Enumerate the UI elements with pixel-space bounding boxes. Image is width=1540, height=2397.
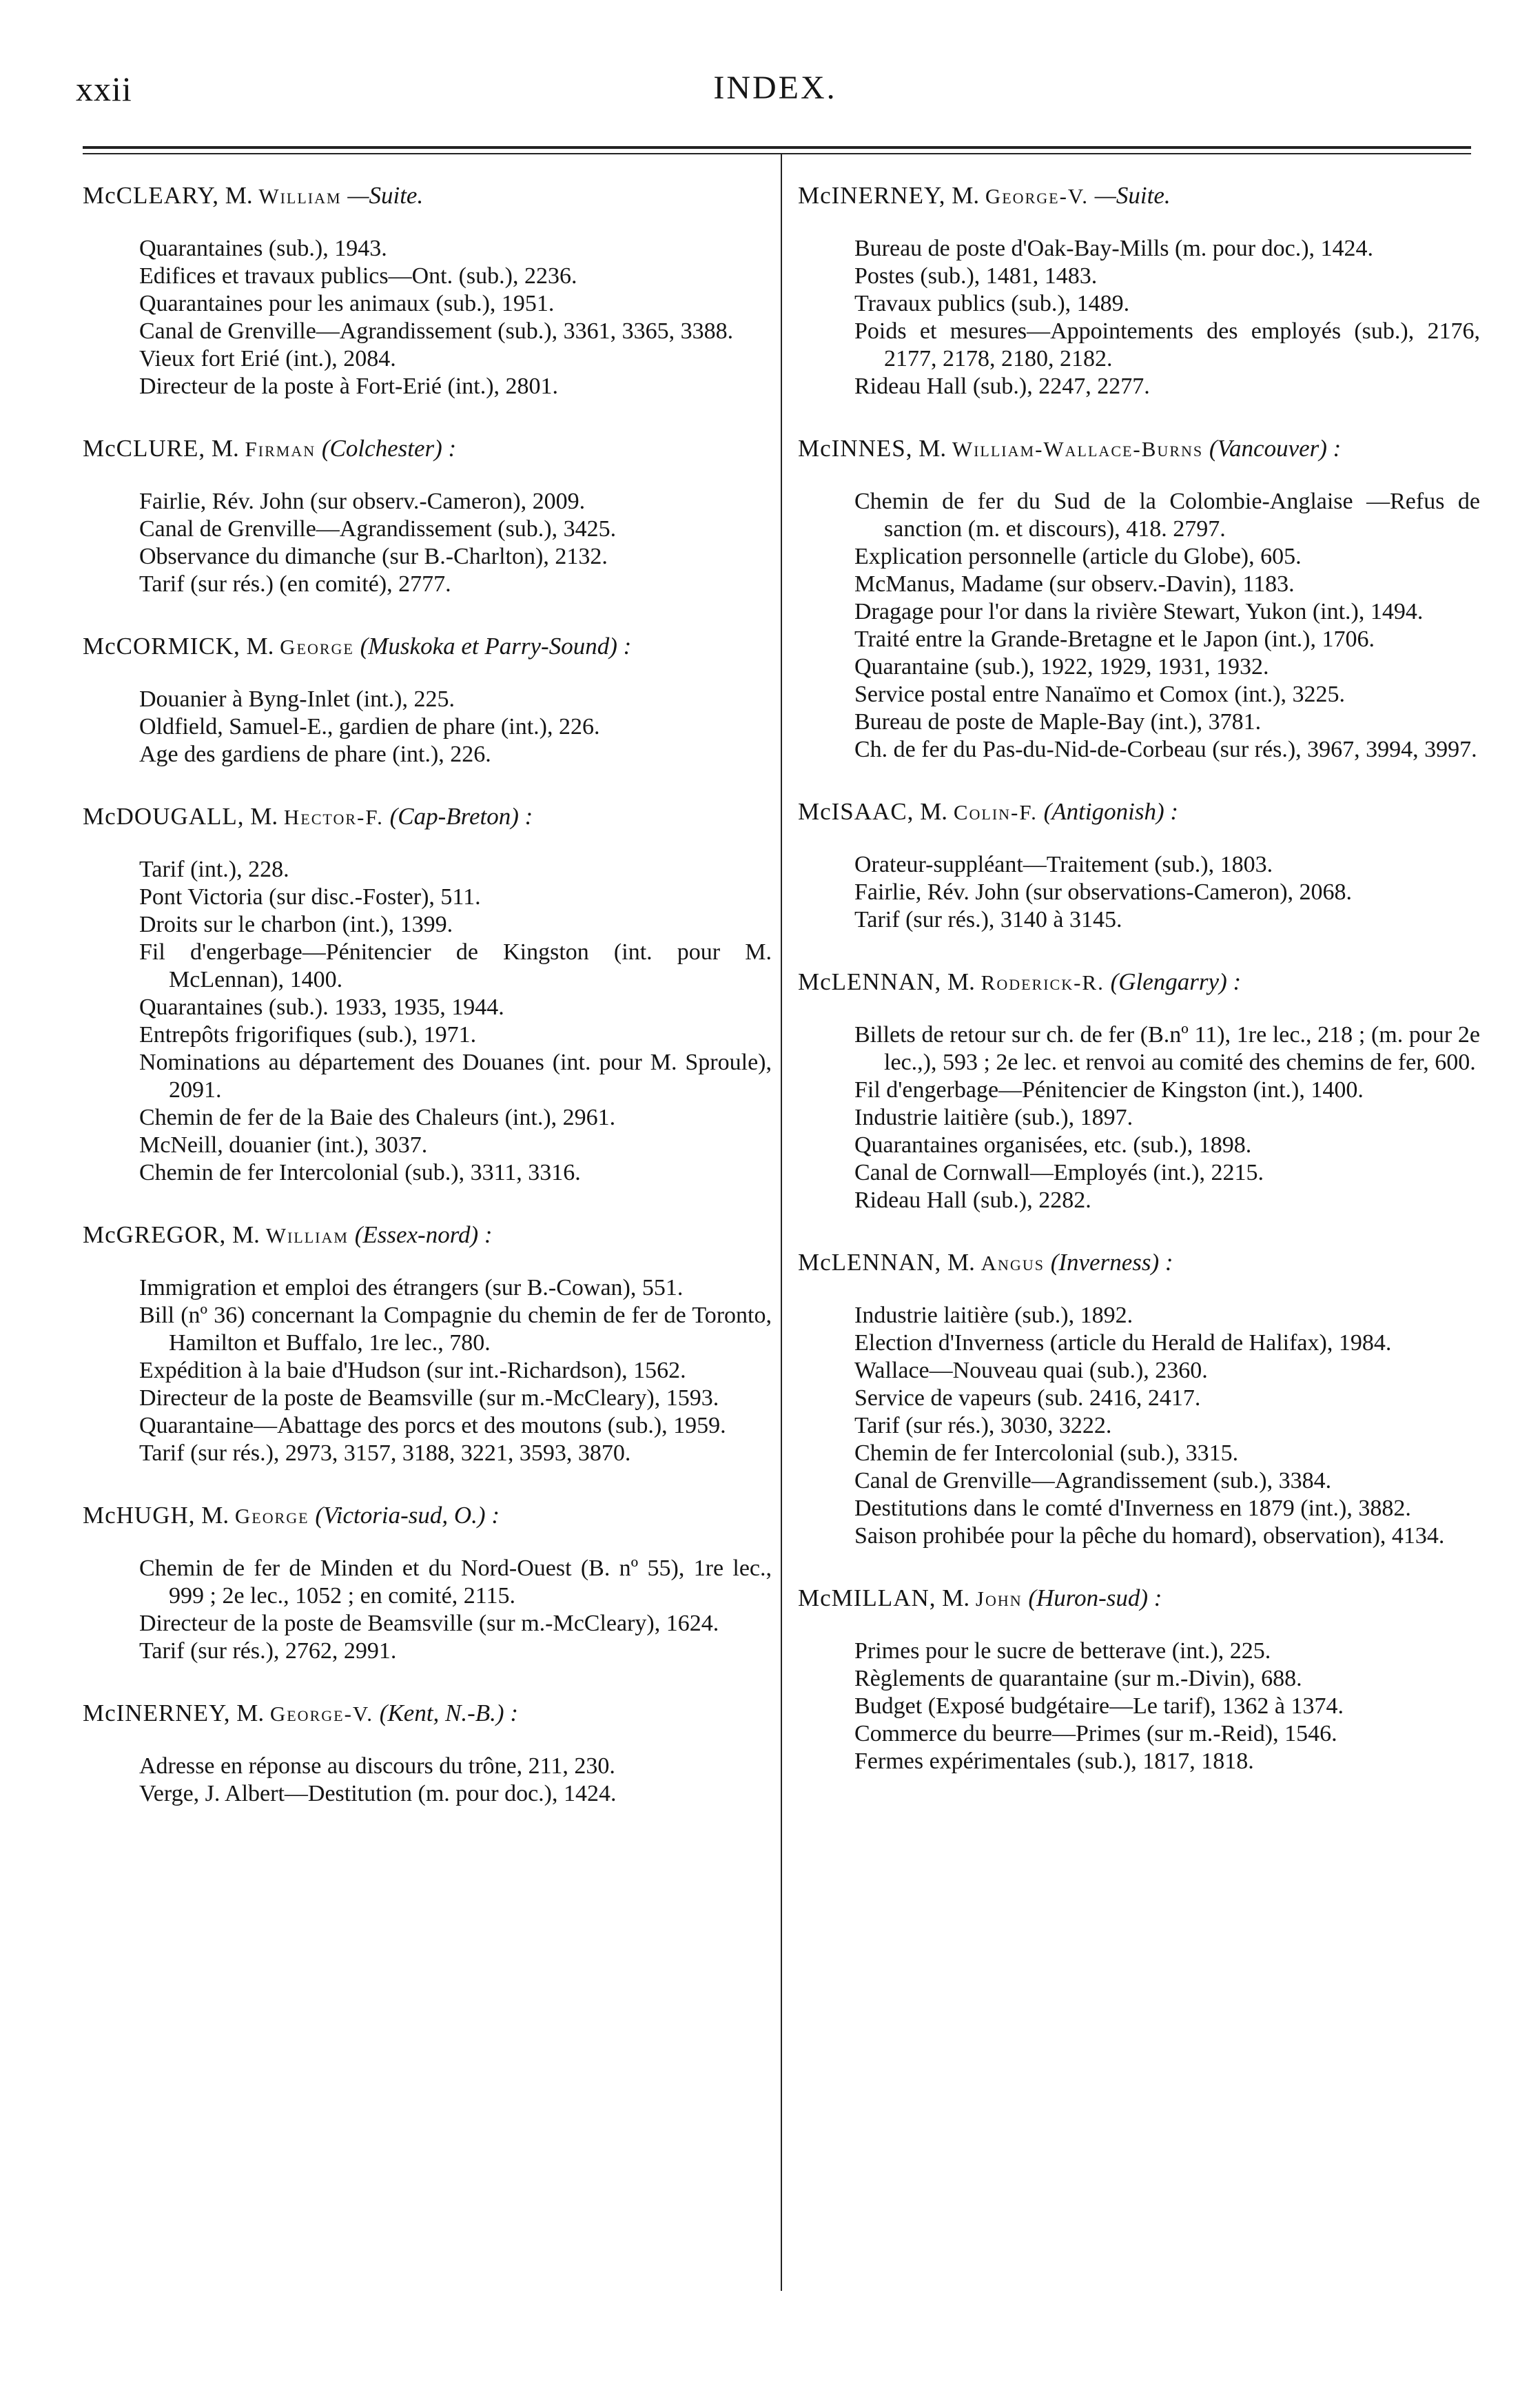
entry-heading — [83, 181, 772, 212]
member-riding: (Colchester) : — [321, 435, 457, 462]
index-reference: Oldfield, Samuel-E., gardien de phare (int.), 226. — [139, 714, 600, 740]
index-reference: Nominations au département des Douanes (int. pour M. Sproule), 2091. — [139, 1050, 772, 1103]
member-title: M. — [920, 798, 948, 825]
index-reference: Tarif (sur rés.), 3030, 3222. — [854, 1413, 1112, 1438]
member-title: M. — [236, 1700, 265, 1726]
entry-heading — [798, 181, 1480, 212]
index-reference: Industrie laitière (sub.), 1897. — [854, 1105, 1133, 1130]
index-reference: Commerce du beurre—Primes (sur m.-Reid), 1546. — [854, 1721, 1337, 1746]
member-given-name: William-Wallace-Burns — [952, 437, 1204, 461]
member-title: M. — [952, 182, 980, 209]
entry-heading — [798, 1583, 1480, 1614]
index-reference: Chemin de fer du Sud de la Colombie-Anglaise —Refus de sanction (m. et discours), 418. 2797. — [854, 489, 1480, 542]
index-entry — [798, 797, 1480, 934]
member-surname: McDOUGALL, — [83, 803, 245, 830]
index-reference: Canal de Grenville—Agrandissement (sub.), 3384. — [854, 1468, 1332, 1493]
member-given-name: John — [975, 1587, 1023, 1611]
index-reference: Budget (Exposé budgétaire—Le tarif), 1362 à 1374. — [854, 1693, 1344, 1719]
index-reference: Directeur de la poste à Fort-Erié (int.), 2801. — [139, 374, 559, 399]
index-reference: Directeur de la poste de Beamsville (sur m.-McCleary), 1624. — [139, 1611, 719, 1636]
index-entry — [83, 1220, 772, 1467]
index-reference: Election d'Inverness (article du Herald de Halifax), 1984. — [854, 1330, 1392, 1356]
member-surname: McCLURE, — [83, 435, 206, 462]
header-rule-thick — [83, 146, 1471, 149]
member-surname: McISAAC, — [798, 798, 914, 825]
running-title: INDEX. — [713, 70, 837, 106]
index-reference: Dragage pour l'or dans la rivière Stewart, Yukon (int.), 1494. — [854, 599, 1424, 624]
member-riding: (Essex-nord) : — [354, 1221, 493, 1248]
member-given-name: Hector-F. — [283, 805, 384, 829]
member-surname: McLENNAN, — [798, 968, 942, 995]
index-reference: Rideau Hall (sub.), 2282. — [854, 1187, 1091, 1213]
entry-heading — [83, 1220, 772, 1251]
index-reference: Age des gardiens de phare (int.), 226. — [139, 742, 491, 767]
member-riding: (Huron-sud) : — [1028, 1584, 1162, 1611]
index-entry — [83, 1698, 772, 1808]
member-riding: (Glengarry) : — [1110, 968, 1242, 995]
index-entry — [83, 802, 772, 1187]
index-reference: Tarif (sur rés.), 2762, 2991. — [139, 1638, 397, 1664]
member-title: M. — [947, 1249, 975, 1276]
entry-heading — [83, 802, 772, 833]
member-surname: McINNES, — [798, 435, 913, 462]
index-reference: Postes (sub.), 1481, 1483. — [854, 263, 1098, 289]
index-reference: Service de vapeurs (sub. 2416, 2417. — [854, 1385, 1201, 1411]
index-entry — [83, 631, 772, 768]
index-reference: Edifices et travaux publics—Ont. (sub.), 2236. — [139, 263, 577, 289]
member-title: M. — [918, 435, 947, 462]
page-number: xxii — [76, 70, 132, 108]
left-column — [83, 181, 772, 1841]
index-reference: McNeill, douanier (int.), 3037. — [139, 1132, 428, 1158]
member-riding: (Antigonish) : — [1043, 798, 1179, 825]
index-reference: Saison prohibée pour la pêche du homard), observation), 4134. — [854, 1523, 1445, 1549]
member-given-name: Colin-F. — [953, 800, 1038, 824]
index-reference: Fairlie, Rév. John (sur observ.-Cameron), 2009. — [139, 489, 586, 514]
index-reference: Expédition à la baie d'Hudson (sur int.-Richardson), 1562. — [139, 1358, 686, 1383]
index-reference: Fil d'engerbage—Pénitencier de Kingston (int. pour M. McLennan), 1400. — [139, 939, 772, 992]
entry-heading — [83, 1698, 772, 1729]
index-reference: Chemin de fer Intercolonial (sub.), 3315. — [854, 1440, 1239, 1466]
member-given-name: Angus — [981, 1251, 1045, 1275]
index-reference: Immigration et emploi des étrangers (sur B.-Cowan), 551. — [139, 1275, 684, 1300]
member-title: M. — [211, 435, 239, 462]
index-reference: Quarantaines organisées, etc. (sub.), 1898. — [854, 1132, 1252, 1158]
index-entry — [798, 434, 1480, 764]
member-title: M. — [232, 1221, 260, 1248]
index-reference: Explication personnelle (article du Globe), 605. — [854, 544, 1302, 569]
index-reference: Travaux publics (sub.), 1489. — [854, 291, 1130, 316]
member-surname: McINERNEY, — [798, 182, 946, 209]
index-reference: Pont Victoria (sur disc.-Foster), 511. — [139, 884, 481, 910]
member-given-name: George — [280, 635, 354, 659]
index-reference: Adresse en réponse au discours du trône, 211, 230. — [139, 1753, 615, 1779]
index-reference: Observance du dimanche (sur B.-Charlton), 2132. — [139, 544, 608, 569]
member-title: M. — [942, 1584, 970, 1611]
member-surname: McGREGOR, — [83, 1221, 227, 1248]
index-reference: Wallace—Nouveau quai (sub.), 2360. — [854, 1358, 1208, 1383]
column-divider — [781, 154, 782, 2291]
member-given-name: George-V. — [985, 184, 1089, 208]
page-header — [76, 69, 1475, 124]
index-reference: Tarif (sur rés.), 3140 à 3145. — [854, 907, 1122, 932]
index-reference: McManus, Madame (sur observ.-Davin), 1183. — [854, 571, 1295, 597]
index-entry — [798, 967, 1480, 1214]
entry-heading — [798, 1247, 1480, 1278]
member-riding: (Cap-Breton) : — [389, 803, 533, 830]
member-given-name: George — [234, 1504, 309, 1528]
index-reference: Canal de Cornwall—Employés (int.), 2215. — [854, 1160, 1264, 1185]
member-riding: —Suite. — [347, 182, 424, 209]
index-reference: Chemin de fer Intercolonial (sub.), 3311, 3316. — [139, 1160, 581, 1185]
index-reference: Chemin de fer de Minden et du Nord-Ouest (B. nº 55), 1re lec., 999 ; 2e lec., 1052 ; en comité, 2115. — [139, 1556, 772, 1609]
index-reference: Fairlie, Rév. John (sur observations-Cameron), 2068. — [854, 879, 1353, 905]
entry-heading — [83, 1500, 772, 1531]
member-surname: McCLEARY, — [83, 182, 219, 209]
index-reference: Traité entre la Grande-Bretagne et le Japon (int.), 1706. — [854, 626, 1375, 652]
entry-heading — [798, 434, 1480, 465]
index-entry — [83, 181, 772, 400]
member-surname: McHUGH, — [83, 1502, 196, 1529]
index-reference: Industrie laitière (sub.), 1892. — [854, 1303, 1133, 1328]
member-given-name: William — [265, 1223, 349, 1247]
member-riding: (Victoria-sud, O.) : — [315, 1502, 500, 1529]
entry-heading — [83, 631, 772, 662]
index-reference: Quarantaines (sub.). 1933, 1935, 1944. — [139, 994, 504, 1020]
member-given-name: George-V. — [269, 1702, 374, 1726]
index-reference: Douanier à Byng-Inlet (int.), 225. — [139, 686, 455, 712]
index-reference: Billets de retour sur ch. de fer (B.nº 11), 1re lec., 218 ; (m. pour 2e lec.,), 593 ; 2e lec. et renvoi au comité des chemins de fer, 600. — [854, 1022, 1480, 1075]
index-reference: Primes pour le sucre de betterave (int.), 225. — [854, 1638, 1271, 1664]
index-reference: Destitutions dans le comté d'Inverness en 1879 (int.), 3882. — [854, 1496, 1411, 1521]
index-reference: Quarantaine (sub.), 1922, 1929, 1931, 1932. — [854, 654, 1269, 680]
index-reference: Rideau Hall (sub.), 2247, 2277. — [854, 374, 1150, 399]
index-reference: Bill (nº 36) concernant la Compagnie du chemin de fer de Toronto, Hamilton et Buffalo, 1re lec., 780. — [139, 1303, 772, 1356]
index-entry — [798, 181, 1480, 400]
member-riding: (Kent, N.-B.) : — [379, 1700, 518, 1726]
member-riding: —Suite. — [1094, 182, 1171, 209]
member-title: M. — [225, 182, 253, 209]
member-riding: (Vancouver) : — [1209, 435, 1342, 462]
right-column — [798, 181, 1480, 1808]
index-reference: Directeur de la poste de Beamsville (sur m.-McCleary), 1593. — [139, 1385, 719, 1411]
index-reference: Tarif (sur rés.), 2973, 3157, 3188, 3221, 3593, 3870. — [139, 1440, 631, 1466]
member-surname: McCORMICK, — [83, 633, 240, 660]
index-reference: Tarif (sur rés.) (en comité), 2777. — [139, 571, 451, 597]
index-reference: Quarantaine—Abattage des porcs et des moutons (sub.), 1959. — [139, 1413, 726, 1438]
member-riding: (Inverness) : — [1050, 1249, 1173, 1276]
member-surname: McMILLAN, — [798, 1584, 936, 1611]
entry-heading — [798, 797, 1480, 828]
index-reference: Canal de Grenville—Agrandissement (sub.), 3361, 3365, 3388. — [139, 318, 734, 344]
index-entry — [798, 1583, 1480, 1775]
index-reference: Quarantaines (sub.), 1943. — [139, 236, 387, 261]
index-reference: Ch. de fer du Pas-du-Nid-de-Corbeau (sur rés.), 3967, 3994, 3997. — [854, 737, 1477, 762]
member-given-name: Firman — [245, 437, 316, 461]
index-reference: Verge, J. Albert—Destitution (m. pour doc.), 1424. — [139, 1781, 617, 1806]
index-reference: Orateur-suppléant—Traitement (sub.), 1803. — [854, 852, 1273, 877]
index-reference: Règlements de quarantaine (sur m.-Divin), 688. — [854, 1666, 1302, 1691]
index-reference: Poids et mesures—Appointements des employés (sub.), 2176, 2177, 2178, 2180, 2182. — [854, 318, 1480, 371]
index-reference: Quarantaines pour les animaux (sub.), 1951. — [139, 291, 555, 316]
member-riding: (Muskoka et Parry-Sound) : — [360, 633, 632, 660]
member-title: M. — [246, 633, 274, 660]
member-title: M. — [250, 803, 278, 830]
index-reference: Fil d'engerbage—Pénitencier de Kingston (int.), 1400. — [854, 1077, 1364, 1103]
entry-heading — [798, 967, 1480, 998]
index-reference: Bureau de poste d'Oak-Bay-Mills (m. pour doc.), 1424. — [854, 236, 1374, 261]
member-surname: McINERNEY, — [83, 1700, 231, 1726]
member-surname: McLENNAN, — [798, 1249, 942, 1276]
index-entry — [83, 434, 772, 598]
header-rule-thin — [83, 153, 1471, 154]
index-reference: Canal de Grenville—Agrandissement (sub.), 3425. — [139, 516, 617, 542]
member-given-name: William — [258, 184, 342, 208]
member-given-name: Roderick-R. — [981, 970, 1105, 994]
index-reference: Bureau de poste de Maple-Bay (int.), 3781. — [854, 709, 1262, 735]
index-reference: Service postal entre Nanaïmo et Comox (int.), 3225. — [854, 682, 1345, 707]
index-reference: Droits sur le charbon (int.), 1399. — [139, 912, 453, 937]
member-title: M. — [201, 1502, 229, 1529]
index-reference: Tarif (int.), 228. — [139, 857, 289, 882]
member-title: M. — [947, 968, 975, 995]
index-entry — [83, 1500, 772, 1665]
index-reference: Entrepôts frigorifiques (sub.), 1971. — [139, 1022, 477, 1048]
index-reference: Chemin de fer de la Baie des Chaleurs (int.), 2961. — [139, 1105, 616, 1130]
index-entry — [798, 1247, 1480, 1550]
index-reference: Fermes expérimentales (sub.), 1817, 1818. — [854, 1748, 1254, 1774]
entry-heading — [83, 434, 772, 465]
index-reference: Vieux fort Erié (int.), 2084. — [139, 346, 396, 371]
